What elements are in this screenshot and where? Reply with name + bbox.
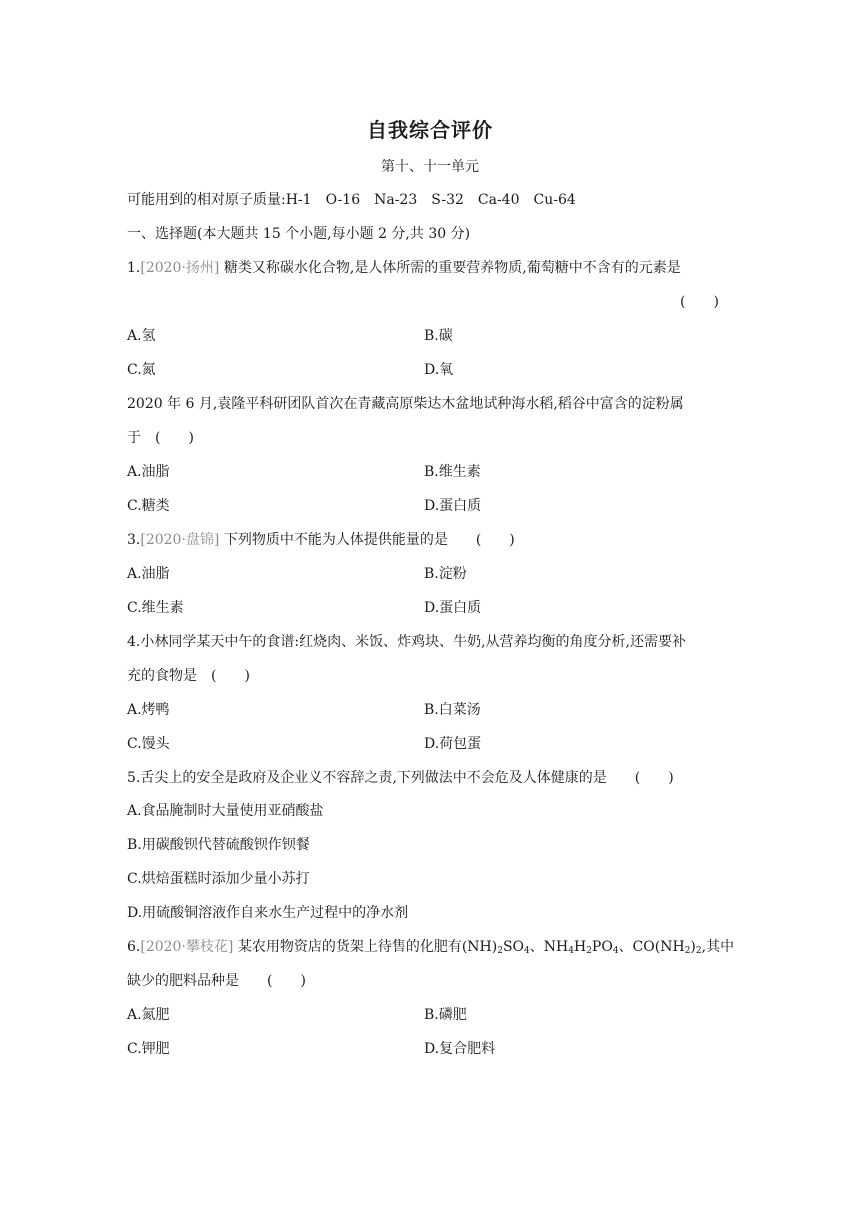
option-b: B.维生素 — [424, 464, 481, 480]
question-2-stem-line2: 于 ( ) — [127, 430, 194, 446]
question-text: 糖类又称碳水化合物,是人体所需的重要营养物质,葡萄糖中不含有的元素是 — [219, 260, 681, 276]
option-a: A.食品腌制时大量使用亚硝酸盐 — [127, 803, 324, 819]
question-3-stem — [127, 530, 515, 550]
option-c: C.糖类 — [127, 498, 170, 514]
option-b: B.白菜汤 — [424, 702, 481, 718]
question-1-stem — [127, 258, 681, 278]
option-b: B.淀粉 — [424, 566, 467, 582]
question-4-stem-line1: 4.小林同学某天中午的食谱:红烧肉、米饭、炸鸡块、牛奶,从营养均衡的角度分析,还需要补 — [127, 634, 686, 650]
option-b: B.碳 — [424, 328, 453, 344]
formula-text: )$_2SO_4$、$NH_4H_2PO_4$、$CO(NH_2)_2$,其中 — [491, 939, 735, 956]
atomic-mass-note: 可能用到的相对原子质量:H-1 O-16 Na-23 S-32 Ca-40 Cu-64 — [127, 192, 576, 208]
page-title: 自我综合评价 — [367, 118, 493, 142]
option-c: C.钾肥 — [127, 1041, 170, 1057]
option-c: C.维生素 — [127, 600, 184, 616]
question-source: [2020·扬州] — [140, 260, 220, 276]
page-subtitle: 第十、十一单元 — [381, 159, 479, 175]
section-heading: 一、选择题(本大题共 15 个小题,每小题 2 分,共 30 分) — [127, 226, 471, 242]
option-d: D.荷包蛋 — [424, 736, 482, 752]
question-6-stem-line1 — [127, 937, 734, 957]
option-a: A.油脂 — [127, 464, 170, 480]
option-c: C.馒头 — [127, 736, 170, 752]
option-d: D.蛋白质 — [424, 498, 482, 514]
option-c: C.氮 — [127, 362, 156, 378]
question-source: [2020·盘锦] — [140, 532, 220, 548]
question-4-stem-line2: 充的食物是 ( ) — [127, 668, 250, 684]
question-text: 下列物质中不能为人体提供能量的是 ( ) — [219, 532, 515, 548]
question-number: 1. — [127, 260, 141, 276]
option-d: D.氧 — [424, 362, 454, 378]
option-d: D.用硫酸铜溶液作自来水生产过程中的净水剂 — [127, 905, 409, 921]
question-6-stem-line2: 缺少的肥料品种是 ( ) — [127, 973, 306, 989]
option-b: B.磷肥 — [424, 1007, 467, 1023]
option-c: C.烘焙蛋糕时添加少量小苏打 — [127, 871, 310, 887]
option-d: D.复合肥料 — [424, 1041, 496, 1057]
option-a: A.氢 — [127, 328, 156, 344]
option-d: D.蛋白质 — [424, 600, 482, 616]
question-number: 3. — [127, 532, 141, 548]
answer-blank: ( ) — [680, 294, 719, 310]
option-b: B.用碳酸钡代替硫酸钡作钡餐 — [127, 837, 310, 853]
question-5-stem: 5.舌尖上的安全是政府及企业义不容辞之责,下列做法中不会危及人体健康的是 ( ) — [127, 770, 674, 786]
option-a: A.氮肥 — [127, 1007, 170, 1023]
question-text: 某农用物资店的货架上待售的化肥有(NH — [233, 939, 492, 955]
option-a: A.油脂 — [127, 566, 170, 582]
question-source: [2020·攀枝花] — [140, 939, 234, 955]
question-2-stem-line1: 2020 年 6 月,袁隆平科研团队首次在青藏高原柴达木盆地试种海水稻,稻谷中富含的淀粉属 — [127, 396, 684, 412]
question-number: 6. — [127, 939, 141, 955]
option-a: A.烤鸭 — [127, 702, 170, 718]
